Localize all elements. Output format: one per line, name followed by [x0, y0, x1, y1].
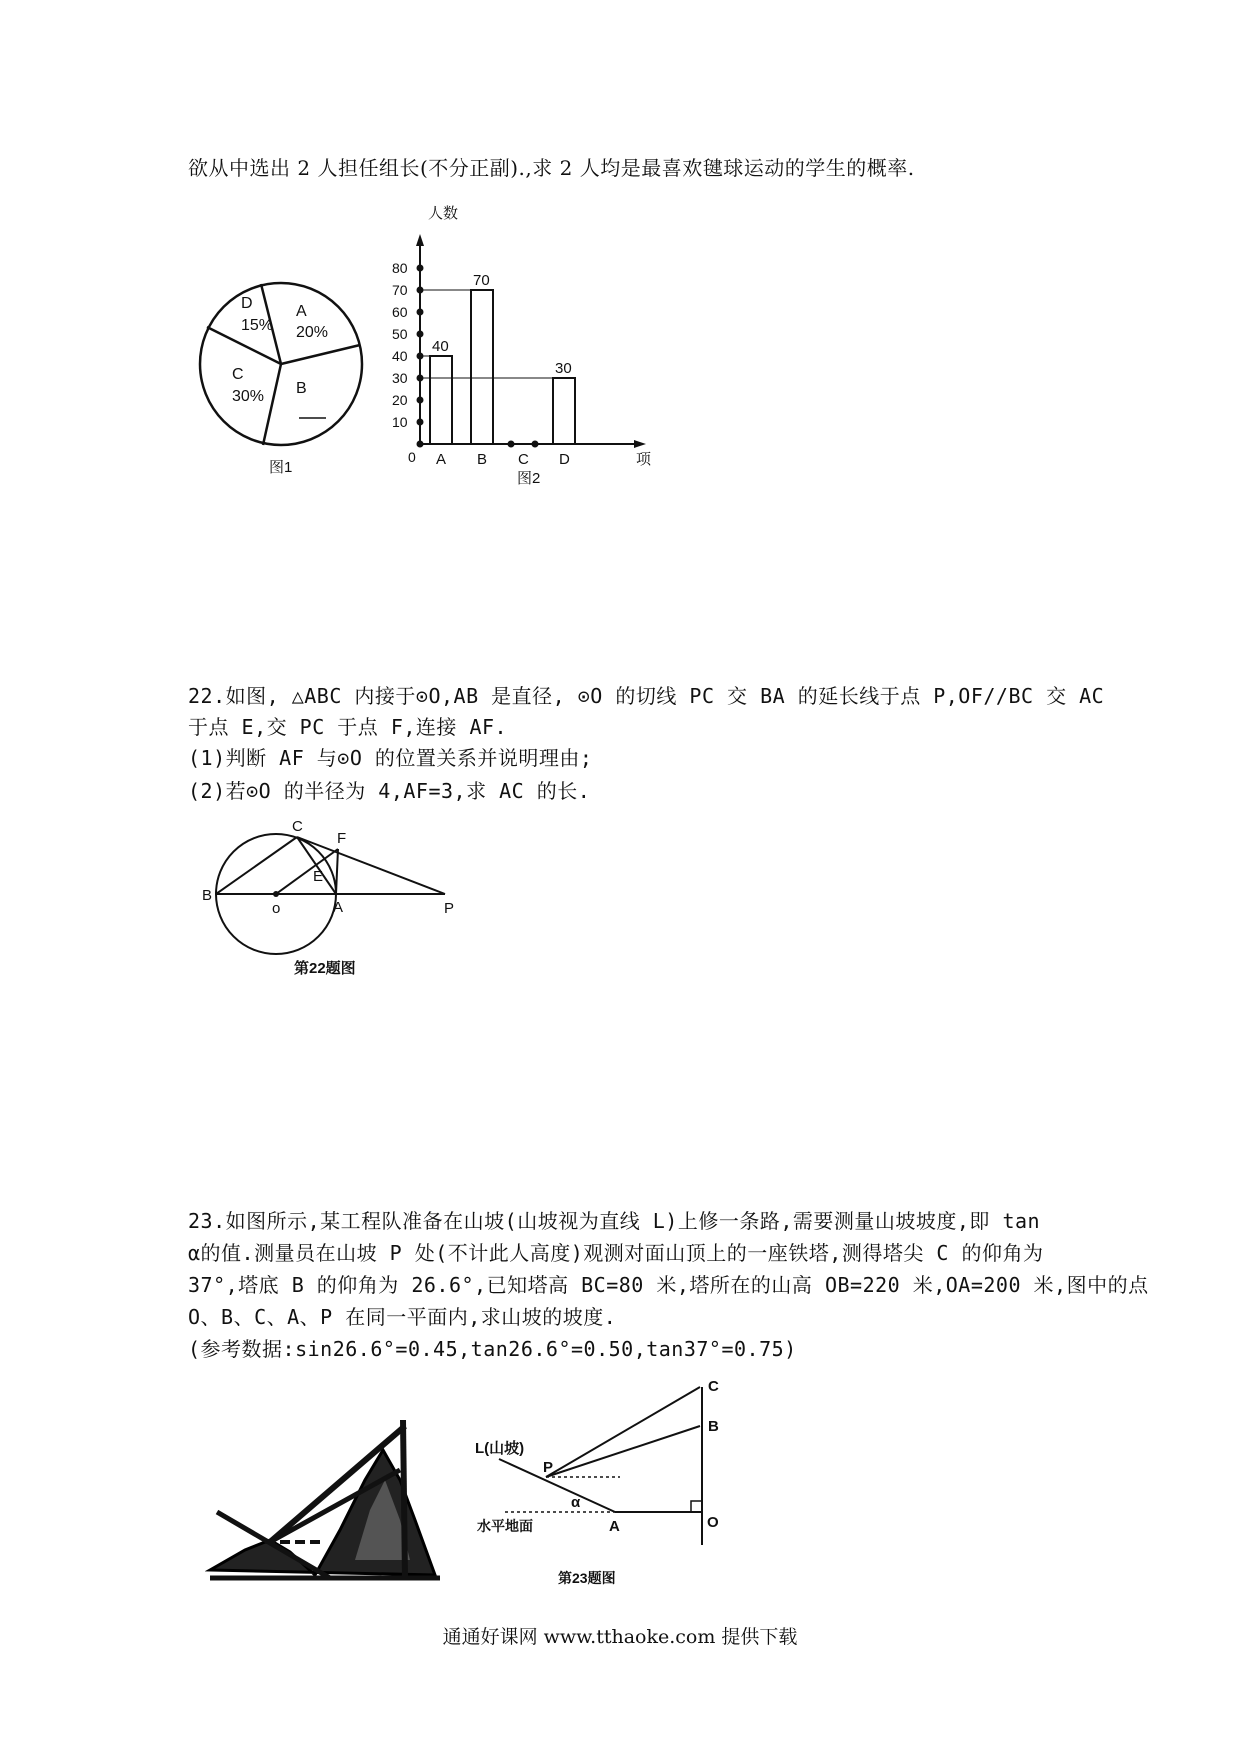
label-a: A	[609, 1518, 620, 1535]
q22-line-4: (2)若⊙O 的半径为 4,AF=3,求 AC 的长.	[188, 779, 591, 803]
x-tick-label: C	[518, 451, 529, 468]
ground-label: 水平地面	[477, 1518, 533, 1534]
y-tick-dot	[417, 309, 424, 316]
bar-data-label: 70	[473, 272, 490, 289]
bar-d	[553, 378, 575, 444]
label-c: C	[708, 1378, 719, 1395]
pie-label-b: B	[296, 380, 307, 397]
missing-bar-marker	[532, 441, 539, 448]
segment-af	[336, 849, 338, 894]
y-axis-arrow	[416, 234, 424, 246]
pie-value-a: 20%	[296, 324, 329, 341]
pie-label-c: C	[232, 366, 244, 383]
label-f: F	[337, 830, 347, 847]
missing-bar-marker	[508, 441, 515, 448]
bar-data-label: 40	[432, 338, 449, 355]
segment-of	[276, 849, 338, 894]
q22-figure-caption: 第22题图	[294, 960, 356, 977]
label-e: E	[313, 868, 324, 885]
y-tick-label: 70	[392, 282, 408, 298]
figure1-caption: 图1	[269, 459, 293, 476]
alpha-label: α	[571, 1494, 581, 1511]
q23-geometry-figure	[465, 1375, 740, 1590]
q23-line-2: α的值.测量员在山坡 P 处(不计此人高度)观测对面山顶上的一座铁塔,测得塔尖 C 的仰角为	[188, 1241, 1044, 1265]
segment-bc	[216, 837, 297, 894]
q22-line-1: 22.如图, △ABC 内接于⊙O,AB 是直径, ⊙O 的切线 PC 交 BA 的延长线于点 P,OF//BC 交 AC	[188, 684, 1105, 708]
y-tick-dot	[417, 397, 424, 404]
footer-credit: 通通好课网 www.tthaoke.com 提供下载	[442, 1626, 798, 1648]
y-tick-label: 50	[392, 326, 408, 342]
pie-label-a: A	[296, 303, 307, 320]
q23-line-1: 23.如图所示,某工程队准备在山坡(山坡视为直线 L)上修一条路,需要测量山坡坡度,即 tan	[188, 1209, 1041, 1233]
y-tick-label: 10	[392, 414, 408, 430]
figure2-caption: 图2	[517, 470, 541, 487]
q22-line-2: 于点 E,交 PC 于点 F,连接 AF.	[188, 715, 508, 739]
slope-label: L(山坡)	[475, 1440, 525, 1457]
y-tick-label: 60	[392, 304, 408, 320]
pie-value-c: 30%	[232, 388, 265, 405]
q22-line-3: (1)判断 AF 与⊙O 的位置关系并说明理由;	[188, 746, 593, 770]
figure2-bar-chart	[380, 200, 660, 495]
sight-line-pc	[546, 1387, 700, 1477]
q23-line-3: 37°,塔底 B 的仰角为 26.6°,已知塔高 BC=80 米,塔所在的山高 OB=220 米,OA=200 米,图中的点	[188, 1273, 1149, 1297]
x-axis-arrow	[634, 440, 646, 448]
tower	[403, 1420, 405, 1578]
q23-line-4: O、B、C、A、P 在同一平面内,求山坡的坡度.	[188, 1305, 617, 1329]
pie-divider-bottom	[263, 364, 281, 445]
pie-value-d: 15%	[241, 317, 274, 334]
sight-line-pb	[546, 1426, 700, 1477]
y-tick-label: 40	[392, 348, 408, 364]
label-b: B	[708, 1418, 719, 1435]
y-tick-dot	[417, 331, 424, 338]
pie-label-d: D	[241, 295, 253, 312]
q23-line-5: (参考数据:sin26.6°=0.45,tan26.6°=0.50,tan37°=0.75)	[188, 1337, 797, 1361]
x-tick-label: A	[436, 451, 447, 468]
q23-figure-caption: 第23题图	[558, 1570, 616, 1586]
bar-data-label: 30	[555, 360, 572, 377]
chart-ylabel: 人数	[428, 205, 459, 222]
center-dot	[273, 891, 279, 897]
y-tick-label: 80	[392, 260, 408, 276]
figure1-pie-chart	[195, 280, 375, 490]
y-tick-dot	[417, 265, 424, 272]
x-tick-label: B	[477, 451, 488, 468]
y-tick-dot	[417, 419, 424, 426]
label-p: P	[444, 900, 455, 917]
bar-b	[471, 290, 493, 444]
slope-l	[499, 1459, 615, 1512]
x-tick-label: D	[559, 451, 570, 468]
label-a: A	[333, 899, 344, 916]
label-p: P	[543, 1459, 554, 1476]
label-b: B	[202, 887, 213, 904]
label-c: C	[292, 820, 303, 835]
y-tick-label: 0	[408, 449, 416, 465]
segment-cp	[297, 837, 445, 894]
bar-a	[430, 356, 452, 444]
y-tick-dot	[417, 441, 424, 448]
label-o: o	[272, 900, 281, 917]
intro-line: 欲从中选出 2 人担任组长(不分正副).,求 2 人均是最喜欢毽球运动的学生的概率.	[188, 156, 915, 180]
pie-divider-right	[281, 345, 360, 364]
label-o: O	[707, 1514, 719, 1531]
y-tick-label: 20	[392, 392, 408, 408]
y-tick-label: 30	[392, 370, 408, 386]
q22-geometry-figure	[195, 820, 475, 995]
right-angle-mark	[691, 1501, 702, 1512]
chart-xlabel: 项	[636, 451, 652, 468]
q23-scene-illustration	[205, 1410, 445, 1590]
